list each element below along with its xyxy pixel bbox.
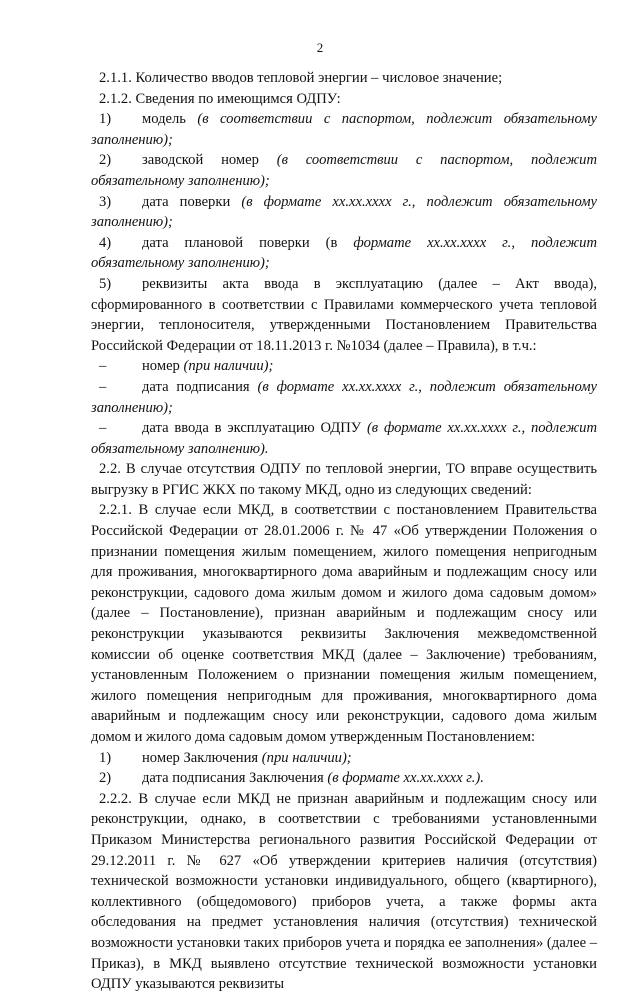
dash-note: (в формате хх.хх.хххх г., подлежит обязательному заполнению);: [91, 378, 597, 416]
list-note: (при наличии);: [261, 749, 352, 766]
dash-marker: –: [99, 378, 107, 395]
list-number: 2): [99, 152, 112, 169]
paragraph-2-1-1: [91, 68, 597, 89]
paragraph-2-1-2: [91, 89, 597, 110]
sub-item-1: [91, 748, 597, 769]
dash-note: (в формате хх.хх.хххх г., подлежит обязательному заполнению).: [91, 420, 597, 457]
list-item-5: [91, 274, 597, 356]
document-body: [91, 68, 597, 995]
list-number: 3): [99, 193, 112, 210]
list-note: (в формате хх.хх.хххх г., подлежит обязательному заполнению);: [91, 193, 597, 231]
list-note: (в соответствии с паспортом, подлежит обязательному заполнению);: [91, 111, 597, 148]
paragraph-2-2-2: [91, 789, 597, 995]
list-text: дата подписания Заключения: [142, 770, 328, 787]
sub-item-2: [91, 768, 597, 789]
list-number: 1): [99, 111, 112, 128]
list-text: заводской номер: [142, 152, 277, 169]
text: 2.2. В случае отсутствия ОДПУ по тепловой энергии, ТО вправе осуществить выгрузку в РГИС ЖКХ по такому МКД, одно из следующих сведений:: [91, 461, 597, 498]
text: 2.2.1. В случае если МКД, в соответствии с постановлением Правительства Российской Федерации от 28.01.2006 г. № 47 «Об утверждении Положения о признании помещения жилым помещением, жилого помещения непригодным для проживания, многоквартирного дома аварийным и подлежащим сносу или реконструкции, садового дома жилым домом и жилого дома садовым домом» (далее – Постановление), признан аварийным и подлежащим сносу или реконструкции указываются реквизиты Заключения межведомственной комиссии об оценке соответствия МКД (далее – Заключение) требованиям, установленным Положением о признании помещения жилым помещением, жилого помещения непригодным для проживания, многоквартирного дома аварийным и подлежащим сносу или реконструкции, садового дома жилым домом и жилого дома садовым домом утвержденным Постановлением:: [91, 502, 597, 745]
list-note: (в соответствии с паспортом, подлежит обязательному заполнению);: [91, 152, 597, 189]
list-note: формате хх.хх.хххх г., подлежит обязательному заполнению);: [91, 234, 597, 272]
text: 2.1.2. Сведения по имеющимся ОДПУ:: [99, 90, 341, 107]
dash-text: дата подписания: [142, 378, 258, 395]
dash-text: номер: [142, 358, 184, 375]
dash-item-1: [91, 356, 597, 377]
paragraph-2-2: [91, 459, 597, 500]
list-item-4: [91, 233, 597, 274]
list-item-1: [91, 109, 597, 150]
list-text: дата поверки: [142, 193, 242, 210]
dash-text: дата ввода в эксплуатацию ОДПУ: [142, 420, 367, 437]
page-number: 2: [316, 40, 324, 55]
list-note: (в формате хх.хх.хххх г.).: [327, 770, 484, 787]
dash-marker: –: [99, 420, 107, 437]
dash-marker: –: [99, 358, 107, 375]
dash-item-3: [91, 418, 597, 459]
paragraph-2-2-1: [91, 500, 597, 747]
text: 2.2.2. В случае если МКД не признан аварийным и подлежащим сносу или реконструкции, однако, в соответствии с требованиями установленными Приказом Министерства регионального развития Российской Федерации от 29.12.2011 г. № 627 «Об утверждении критериев наличия (отсутствия) технической возможности установки индивидуального, общего (квартирного), коллективного (общедомового) приборов учета, а также формы акта обследования на предмет установления наличия (отсутствия) технической возможности установки таких приборов учета и порядка ее заполнения» (далее – Приказ), в МКД выявлено отсутствие технической возможности установки ОДПУ указываются реквизиты: [91, 790, 597, 993]
list-number: 4): [99, 234, 112, 251]
text: 2.1.1. Количество вводов тепловой энергии – числовое значение;: [99, 70, 503, 86]
dash-item-2: [91, 377, 597, 418]
dash-note: (при наличии);: [183, 358, 274, 375]
list-text: дата плановой поверки (в: [142, 234, 354, 251]
list-item-2: [91, 150, 597, 191]
list-text: номер Заключения: [142, 749, 262, 766]
list-text: реквизиты акта ввода в эксплуатацию (далее – Акт ввода), сформированного в соответствии с Правилами коммерческого учета тепловой энергии, теплоносителя, утвержденными Постановлением Правительства Российской Федерации от 18.11.2013 г. №1034 (далее – Правила), в т.ч.:: [91, 275, 597, 354]
list-number: 5): [99, 275, 112, 292]
list-number: 2): [99, 770, 112, 787]
list-number: 1): [99, 749, 112, 766]
list-text: модель: [142, 111, 198, 128]
list-item-3: [91, 192, 597, 233]
